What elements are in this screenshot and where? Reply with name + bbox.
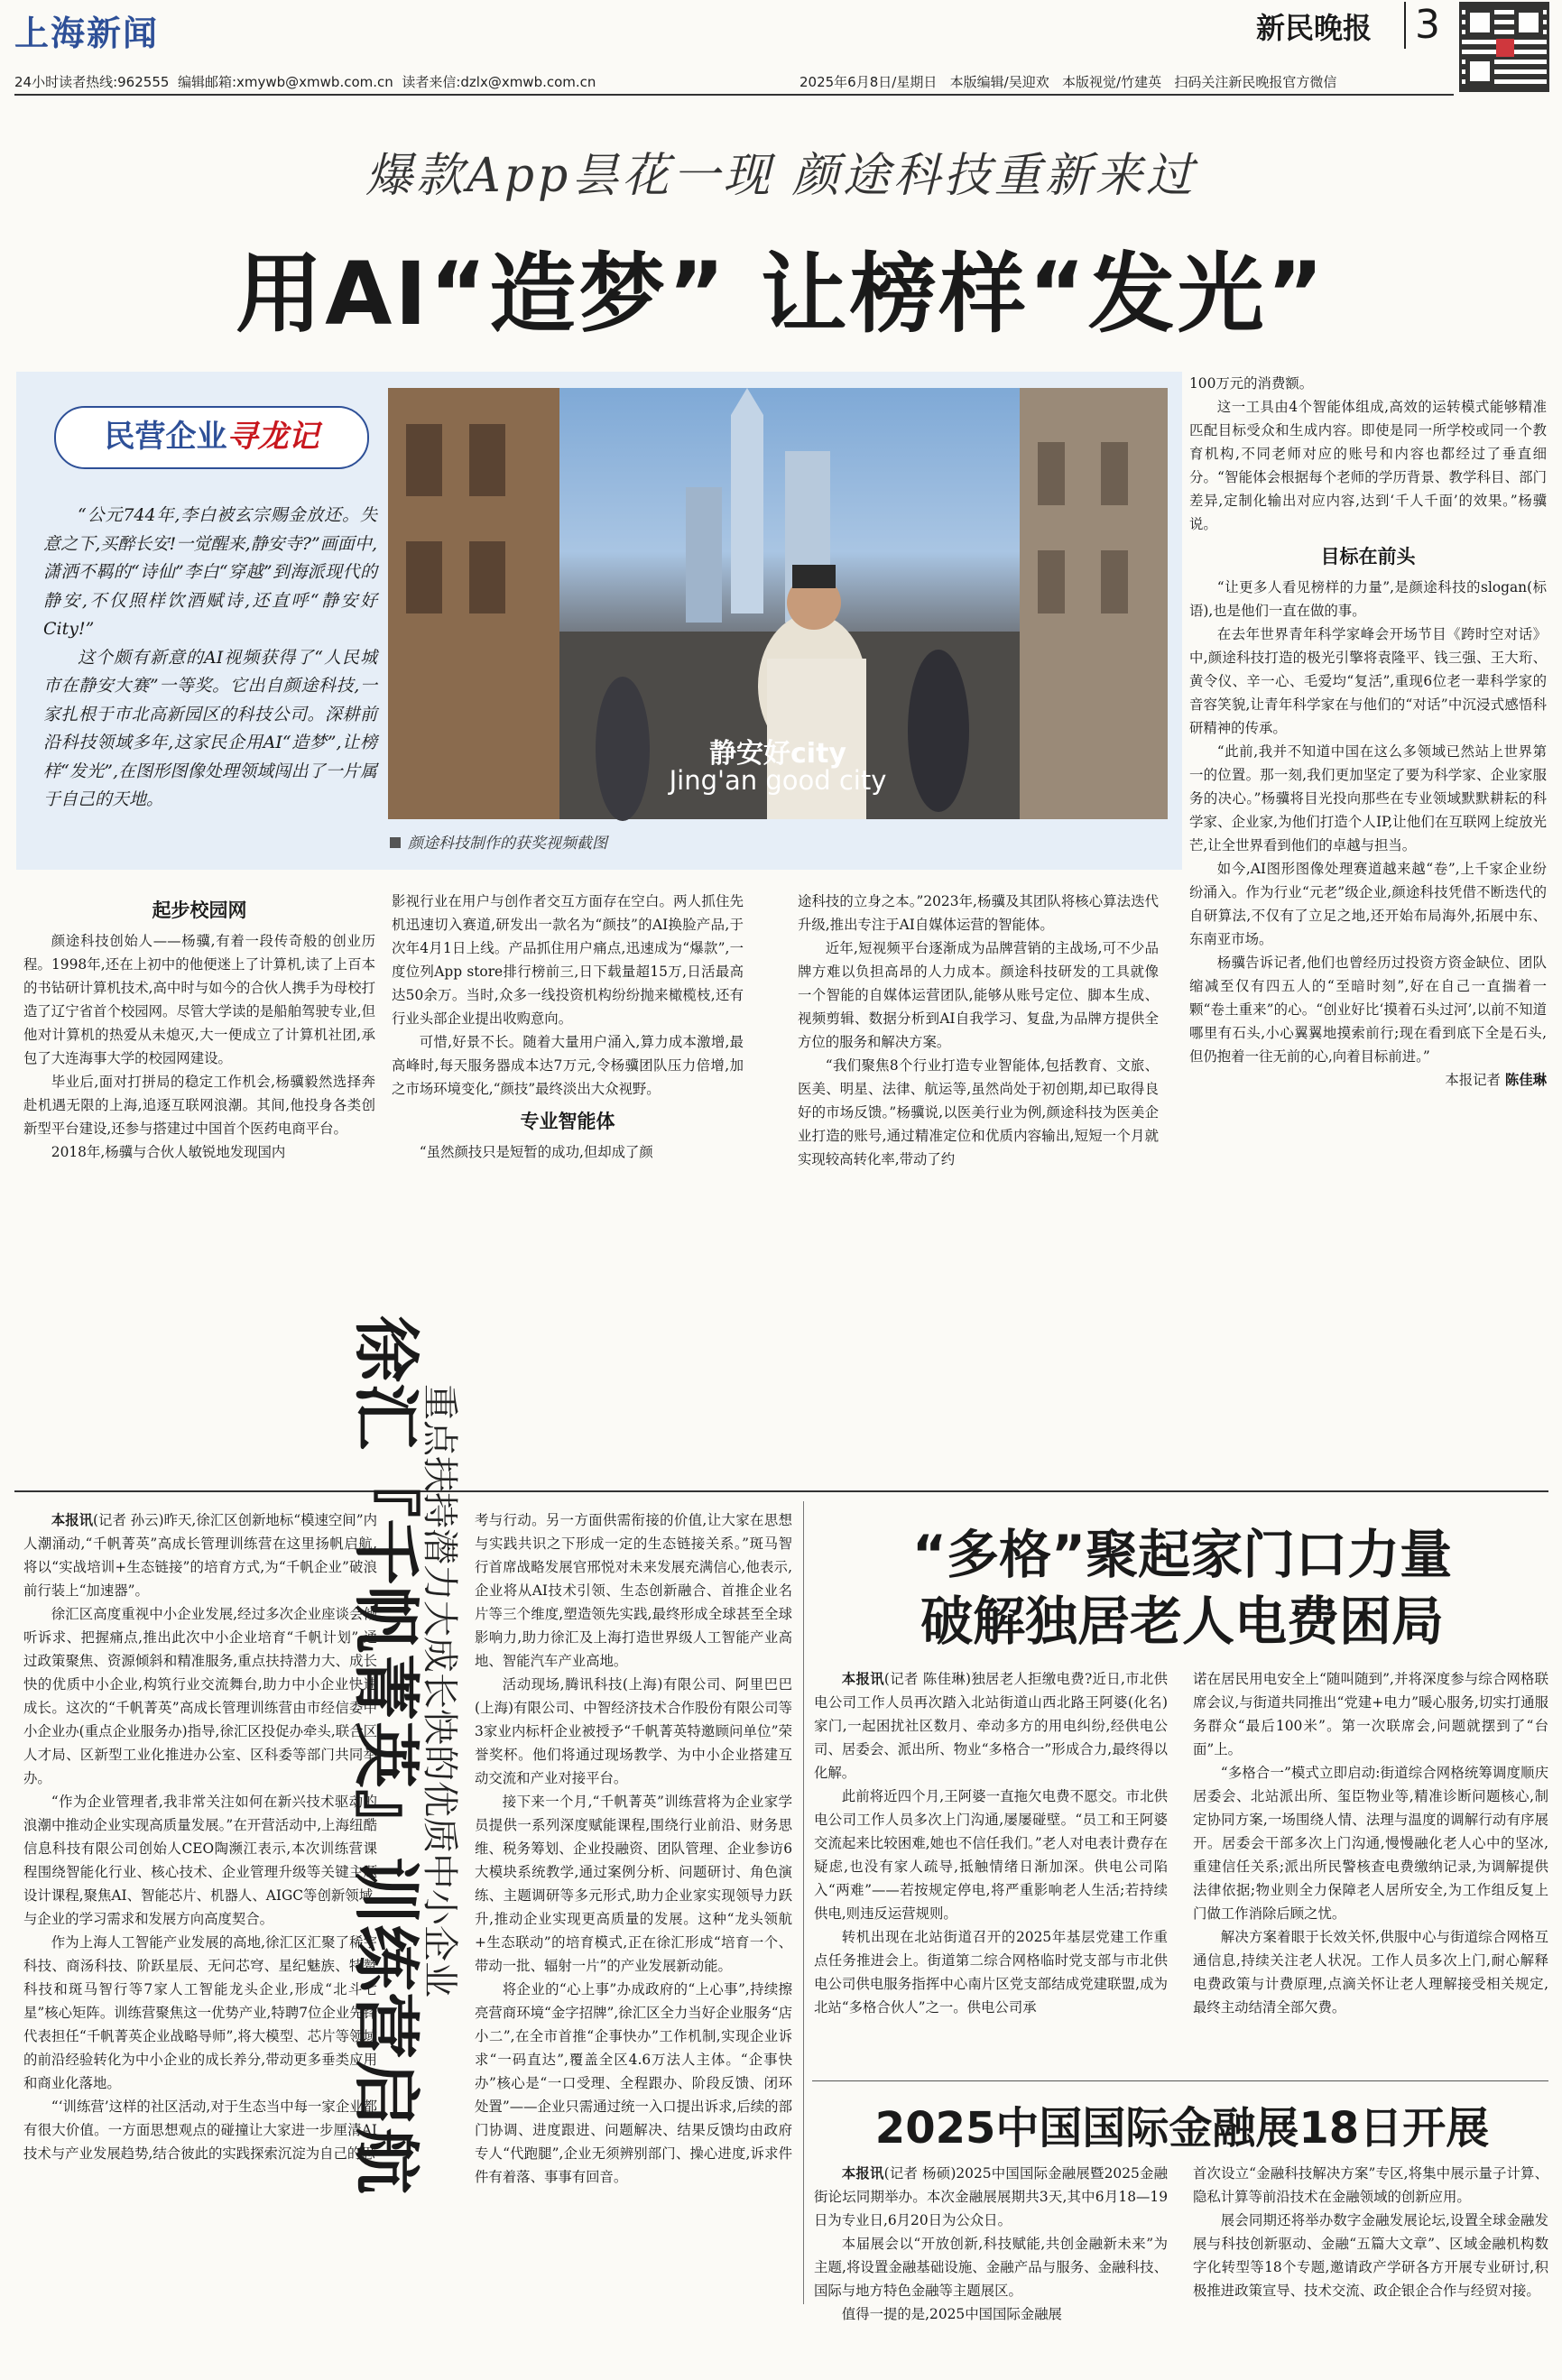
paragraph: “此前,我并不知道中国在这么多领域已然站上世界第一的位置。那一刻,我们更加坚定了要为科学家、企业家服务的决心。”杨骥将目光投向那些在专业领域默默耕耘的科学家、企业家,为他们打造个人IP,让他们在互联网上绽放光芒,让全世界看到他们的卓越与担当。 — [1189, 743, 1547, 853]
page-editor: 本版编辑/吴迎欢 — [949, 74, 1049, 90]
badge-accent: 寻龙记 — [226, 419, 319, 455]
story2-col-a — [23, 1508, 377, 2302]
lead-paragraph — [814, 2162, 1168, 2232]
paragraph: “虽然颜技只是短暂的成功,但却成了颜 — [419, 1144, 653, 1160]
paragraph: “让更多人看见榜样的力量”,是颜途科技的slogan(标语),也是他们一直在做的事。 — [1189, 579, 1547, 619]
story1-bottom-rule — [14, 1490, 1548, 1492]
story1-headline: 用AI“造梦” 让榜样“发光” — [236, 244, 1326, 345]
story2-headline: 徐汇『千帆菁英』训练营启航 — [347, 1315, 424, 2195]
story1-col4 — [1189, 372, 1547, 1474]
reader-hotline: 24小时读者热线:962555 — [14, 74, 170, 90]
paragraph: 本届展会以“开放创新,科技赋能,共创金融新未来”为主题,将设置金融基础设施、金融产品与服务、金融科技、国际与地方特色金融等主题展区。 — [814, 2236, 1168, 2299]
subhead: 目标在前头 — [1320, 546, 1416, 567]
lead-tag: 本报讯 — [841, 1671, 884, 1687]
intro-paragraph: 这个颇有新意的AI视频获得了“人民城市在静安大赛”一等奖。它出自颜途科技,一家扎根于市北高新园区的科技公司。深耕前沿科技领域多年,这家民企用AI“造梦”,让榜样“发光”,在图形图像处理领域闯出了一片属于自己的天地。 — [43, 647, 377, 809]
lead-tag: 本报讯 — [841, 2165, 884, 2182]
story-divider — [803, 1501, 804, 2304]
masthead-credits — [799, 72, 1336, 91]
byline-name: 陈佳琳 — [1504, 1072, 1547, 1088]
paragraph: 在去年世界青年科学家峰会开场节目《跨时空对话》中,颜途科技打造的极光引擎将袁隆平、钱三强、王大珩、黄令仪、辛一心、毛爱均“复活”,重现6位老一辈科学家的音容笑貌,让青年科学家在与他们的“对话”中沉浸式感悟科研精神的传承。 — [1189, 626, 1547, 736]
story1-kicker: 爆款App昙花一现 颜途科技重新来过 — [365, 149, 1197, 203]
column-badge — [54, 406, 369, 469]
paragraph: 值得一提的是,2025中国国际金融展 — [841, 2306, 1062, 2322]
paragraph: 首次设立“金融科技解决方案”专区,将集中展示量子计算、隐私计算等前沿技术在金融领域的创新应用。 — [1193, 2165, 1548, 2205]
story3-headline-line1: “多格”聚起家门口力量 — [911, 1524, 1453, 1585]
paragraph: 考与行动。另一方面供需衔接的价值,让大家在思想与实践共识之下形成一定的生态链接关系。”斑马智行首席战略发展官邢悦对未来发展充满信心,他表示,企业将从AI技术引领、生态创新融合、首推企业名片等三个维度,塑造领先实践,最终形成全球甚至全球影响力,助力徐汇及上海打造世界级人工智能产业高地、智能汽车产业高地。 — [475, 1512, 792, 1669]
paragraph: 毕业后,面对打拼局的稳定工作机会,杨骥毅然选择奔赴机遇无限的上海,追逐互联网浪潮。其间,他投身各类创新型平台建设,还参与搭建过中国首个医药电商平台。 — [23, 1074, 375, 1137]
story2-col-b — [475, 1508, 792, 2302]
intro-paragraph: “公元744年,李白被玄宗赐金放还。失意之下,买醉长安!一觉醒来,静安寺?”画面中,潇洒不羁的“诗仙”李白“穿越”到海派现代的静安,不仅照样饮酒赋诗,还直呼“静安好City!” — [43, 505, 377, 639]
photo-caption — [390, 830, 607, 853]
paragraph: 影视行业在用户与创作者交互方面存在空白。两人抓住先机迅速切入赛道,研发出一款名为“颜技”的AI换脸产品,于次年4月1日上线。产品抓住用户痛点,迅速成为“爆款”,一度位列App store排行榜前三,日下载量超15万,日活最高达50余万。当时,众多一线投资机构纷纷抛来橄榄枝,还有行业头部企业提出收购意向。 — [392, 893, 744, 1027]
story1-col1 — [23, 890, 375, 1474]
paragraph: 2018年,杨骥与合伙人敏锐地发现国内 — [51, 1144, 286, 1160]
qr-code[interactable] — [1459, 2, 1549, 92]
paper-name: 新民晚报 — [1256, 11, 1373, 45]
page-number: 3 — [1404, 2, 1440, 49]
byline — [1189, 1068, 1547, 1092]
story1-col3 — [798, 890, 1159, 1474]
story4-headline: 2025中国国际金融展18日开展 — [874, 2103, 1490, 2154]
paragraph: 接下来一个月,“千帆菁英”训练营将为企业家学员提供一系列深度赋能课程,围绕行业前沿、财务思维、税务筹划、企业投融资、团队管理、企业参访6大模块系统教学,通过案例分析、问题研讨、角色演练、主题调研等多元形式,助力企业家实现领导力跃升,推动企业实现更高质量的发展。这种“龙头领航+生态联动”的培育模式,正在徐汇形成“培育一个、带动一批、辐射一片”的产业发展新动能。 — [475, 1794, 792, 1974]
caption-marker — [390, 837, 401, 848]
lead-text: (记者 孙云)昨天,徐汇区创新地标“模速空间”内人潮涌动,“千帆菁英”高成长管理训练营在这里扬帆启航,将以“实战培训+生态链接”的培育方式,为“千帆企业”破浪前行装上“加速器”。 — [23, 1512, 377, 1599]
paragraph: “我们聚焦8个行业打造专业智能体,包括教育、文旅、医美、明星、法律、航运等,虽然尚处于初创期,却已取得良好的市场反馈。”杨骥说,以医美行业为例,颜途科技为医美企业打造的账号,通过精准定位和优质内容输出,短短一个月就实现较高转化率,带动了约 — [798, 1057, 1159, 1167]
paragraph: 活动现场,腾讯科技(上海)有限公司、阿里巴巴(上海)有限公司、中智经济技术合作股份有限公司等3家业内标杆企业被授予“千帆菁英特邀顾问单位”荣誉奖杯。他们将通过现场教学、为中小企业搭建互动交流和产业对接平台。 — [475, 1676, 792, 1786]
video-subtitle-en: Jing'an good city — [669, 765, 887, 796]
video-subtitle-cn: 静安好city — [709, 738, 846, 770]
paragraph: 这一工具由4个智能体组成,高效的运转模式能够精准匹配目标受众和生成内容。即使是同一所学校或同一个教育机构,不同老师对应的账号和内容也都经过了垂直细分。“智能体会根据每个老师的学历背景、教学科目、部门差异,定制化输出对应内容,达到‘千人千面’的效果。”杨骥说。 — [1189, 399, 1547, 532]
story3-col-b — [1193, 1667, 1548, 2070]
story3-headline-line2: 破解独居老人电费困局 — [920, 1591, 1444, 1652]
paragraph: 转机出现在北站街道召开的2025年基层党建工作重点任务推进会上。街道第二综合网格临时党支部与市北供电公司供电服务指挥中心南片区党支部结成党建联盟,成为北站“多格合伙人”之一。供电公司承 — [814, 1929, 1168, 2016]
masthead-rule — [14, 94, 1454, 96]
story4-col-a — [814, 2162, 1168, 2322]
lead-paragraph — [23, 1508, 377, 1602]
paragraph: “作为企业管理者,我非常关注如何在新兴技术驱动的浪潮中推动企业实现高质量发展。”在开营活动中,上海纽酷信息科技有限公司创始人CEO陶濒江表示,本次训练营课程围绕智能化行业、核心技术、企业管理升级等关键主题设计课程,聚焦AI、智能芯片、机器人、AIGC等创新领域,与企业的学习需求和发展方向高度契合。 — [23, 1794, 377, 1927]
paragraph: 此前将近四个月,王阿婆一直拖欠电费不愿交。市北供电公司工作人员多次上门沟通,屡屡碰壁。“员工和王阿婆交流起来比较困难,她也不信任我们。”老人对电表计费存在疑虑,也没有家人疏导,抵触情绪日渐加深。供电公司陷入“两难”——若按规定停电,将严重影响老人生活;若持续供电,则违反运营规则。 — [814, 1788, 1168, 1922]
story3-bottom-rule — [812, 2080, 1548, 2081]
paragraph: “多格合一”模式立即启动:街道综合网格统筹调度顺庆居委会、北站派出所、玺臣物业等,精准诊断问题核心,制定协同方案,一场围绕人情、法理与温度的调解行动有序展开。居委会干部多次上门沟通,慢慢融化老人心中的坚冰,重建信任关系;派出所民警核查电费缴纳记录,为调解提供法律依据;物业则全力保障老人居所安全,为工作组反复上门做工作消除后顾之忧。 — [1193, 1765, 1548, 1922]
issue-date: 2025年6月8日/星期日 — [799, 74, 938, 90]
badge-plain: 民营企业 — [104, 419, 227, 455]
paragraph: 可惜,好景不长。随着大量用户涌入,算力成本激增,最高峰时,每天服务器成本达7万元,令杨骥团队压力倍增,加之市场环境变化,“颜技”最终淡出大众视野。 — [392, 1034, 744, 1097]
paragraph: 解决方案着眼于长效关怀,供服中心与街道综合网格互通信息,持续关注老人状况。工作人员多次上门,耐心解释电费政策与计费原理,点滴关怀让老人理解接受相关规定,最终主动结清全部欠费。 — [1193, 1929, 1548, 2016]
paragraph: 徐汇区高度重视中小企业发展,经过多次企业座谈会倾听诉求、把握痛点,推出此次中小企业培育“千帆计划”,通过政策聚焦、资源倾斜和精准服务,重点扶持潜力大、成长快的优质中小企业,构筑行业交流舞台,助力中小企业快速成长。这次的“千帆菁英”高成长管理训练营由市经信委中小企业办(重点企业服务办)指导,徐汇区投促办牵头,联合区人才局、区新型工业化推进办公室、区科委等部门共同举办。 — [23, 1606, 377, 1786]
masthead-info-line — [14, 72, 596, 91]
lead-tag: 本报讯 — [51, 1512, 94, 1528]
page-visual: 本版视觉/竹建英 — [1062, 74, 1162, 90]
paragraph: 颜途科技创始人——杨骥,有着一段传奇般的创业历程。1998年,还在上初中的他便迷上了计算机,读了上百本的书钻研计算机技术,高中时与如今的合伙人携手为母校打造了辽宁省首个校园网。尽管大学读的是船舶驾驶专业,但他对计算机的热爱从未熄灭,大一便成立了计算机社团,承包了大连海事大学的校园网建设。 — [23, 933, 375, 1066]
story3-col-a — [814, 1667, 1168, 2070]
lead-text: (记者 陈佳琳)独居老人拒缴电费?近日,市北供电公司工作人员再次踏入北站街道山西北路王阿婆(化名)家门,一起困扰社区数月、牵动多方的用电纠纷,经供电公司、居委会、派出所、物业“多格合一”形成合力,最终得以化解。 — [814, 1671, 1168, 1781]
paragraph: “‘训练营’这样的社区活动,对于生态当中每一家企业都有很大价值。一方面思想观点的碰撞让大家进一步厘清AI技术与产业发展趋势,结合彼此的实践探索沉淀为自己的思 — [23, 2099, 377, 2162]
lead-text: (记者 杨硕)2025中国国际金融展暨2025金融街论坛同期举办。本次金融展展期共3天,其中6月18—19日为专业日,6月20日为公众日。 — [814, 2165, 1168, 2228]
paragraph: 途科技的立身之本。”2023年,杨骥及其团队将核心算法迭代升级,推出专注于AI自媒体运营的智能体。 — [798, 893, 1159, 933]
byline-prefix: 本报记者 — [1445, 1072, 1501, 1088]
story1-intro — [43, 502, 377, 855]
subhead: 专业智能体 — [520, 1111, 615, 1132]
letters-email[interactable]: 读者来信:dzlx@xmwb.com.cn — [402, 74, 596, 90]
lead-paragraph — [814, 1667, 1168, 1785]
paragraph: 将企业的“心上事”办成政府的“上心事”,持续擦亮营商环境“金字招牌”,徐汇区全力当好企业服务“店小二”,在全市首推“企事快办”工作机制,实现企业诉求“一码直达”,覆盖全区4.6万法人主体。“企事快办”核心是“一口受理、全程跟办、阶段反馈、闭环处置”——企业只需通过统一入口提出诉求,后续的部门协调、进度跟进、问题解决、结果反馈均由政府专人“代跑腿”,企业无须辨别部门、操心进度,诉求件件有着落、事事有回音。 — [475, 1981, 792, 2185]
story4-col-b — [1193, 2162, 1548, 2306]
paragraph: 展会同期还将举办数字金融发展论坛,设置全球金融发展与科技创新驱动、金融“五篇大文章”、区域金融机构数字化转型等18个专题,邀请政产学研各方开展专业研讨,积极推进政策宣导、技术交流、政企银企合作与经贸对接。 — [1193, 2212, 1548, 2299]
story1-photo[interactable] — [388, 388, 1168, 819]
paragraph: 如今,AI图形图像处理赛道越来越“卷”,上千家企业纷纷涌入。作为行业“元老”级企业,颜途科技凭借不断迭代的自研算法,不仅有了立足之地,还开始布局海外,拓展中东、东南亚市场。 — [1189, 861, 1547, 947]
story2-deck: 重点扶持潜力大成长快的优质中小企业 — [419, 1384, 460, 1997]
paragraph: 作为上海人工智能产业发展的高地,徐汇区汇聚了稀宇科技、商汤科技、阶跃星辰、无问芯穹、星纪魅族、特赞科技和斑马智行等7家人工智能龙头企业,形成“北斗七星”核心矩阵。训练营聚焦这一优势产业,特聘7位企业先锋代表担任“千帆菁英企业战略导师”,将大模型、芯片等领域的前沿经验转化为中小企业的成长养分,带动更多垂类应用和商业化落地。 — [23, 1934, 377, 2091]
scan-prompt: 扫码关注新民晚报官方微信 — [1174, 74, 1337, 90]
paragraph: 100万元的消费额。 — [1189, 375, 1314, 392]
subhead: 起步校园网 — [152, 899, 247, 921]
paragraph: 近年,短视频平台逐渐成为品牌营销的主战场,可不少品牌方难以负担高昂的人力成本。颜途科技研发的工具就像一个智能的自媒体运营团队,能够从账号定位、脚本生成、视频剪辑、数据分析到AI自我学习、复盘,为品牌方提供全方位的服务和解决方案。 — [798, 940, 1159, 1050]
caption-text: 颜途科技制作的获奖视频截图 — [408, 835, 607, 853]
editor-email[interactable]: 编辑邮箱:xmywb@xmwb.com.cn — [177, 74, 393, 90]
paragraph: 杨骥告诉记者,他们也曾经历过投资方资金缺位、团队缩减至仅有四五人的“至暗时刻”,好在自己一直揣着一颗“卷土重来”的心。“创业好比‘摸着石头过河’,以前不知道哪里有石头,小心翼翼地摸索前行;现在看到底下全是石头,但仍抱着一往无前的心,向着目标前进。” — [1189, 955, 1547, 1065]
section-title: 上海新闻 — [14, 14, 160, 53]
paragraph: 诺在居民用电安全上“随叫随到”,并将深度参与综合网格联席会议,与街道共同推出“党建+电力”暖心服务,切实打通服务群众“最后100米”。第一次联席会,问题就摆到了“台面”上。 — [1193, 1671, 1548, 1757]
